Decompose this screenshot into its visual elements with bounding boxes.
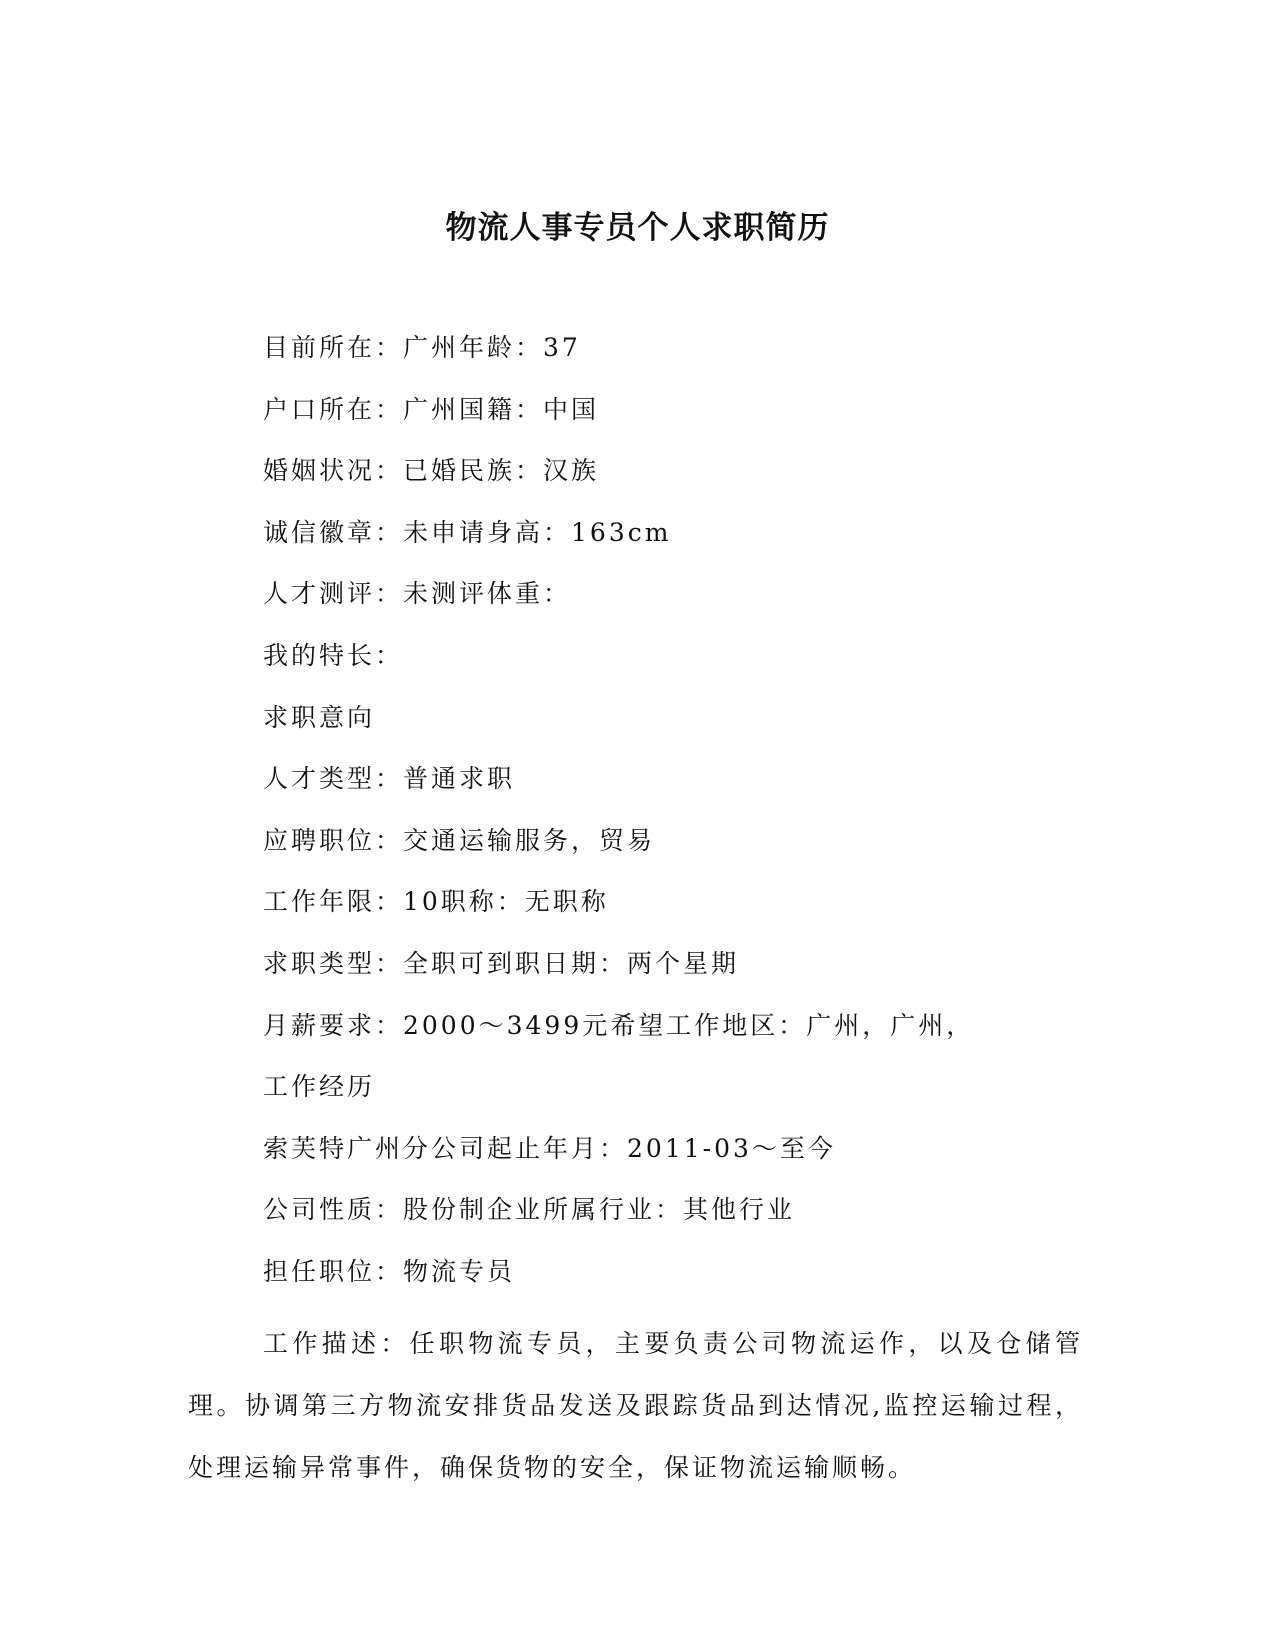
field-company-period: 索芙特广州分公司起止年月：2011-03～至今 (263, 1133, 836, 1163)
field-current-location-age: 目前所在：广州年龄：37 (263, 333, 581, 362)
field-marital-ethnicity: 婚姻状况：已婚民族：汉族 (263, 456, 600, 486)
section-heading-work-experience: 工作经历 (263, 1072, 376, 1102)
page-title: 物流人事专员个人求职简历 (445, 210, 830, 246)
field-specialty: 我的特长： (263, 640, 404, 670)
work-description: 工作描述：任职物流专员，主要负责公司物流运作，以及仓储管理。协调第三方物流安排货品发送及跟踪货品到达情况,监控运输过程，处理运输异常事件，确保货物的安全，保证物流运输顺畅。 (188, 1329, 1083, 1482)
field-position-applied: 应聘职位：交通运输服务，贸易 (263, 825, 656, 855)
field-talent-type: 人才类型：普通求职 (263, 764, 516, 794)
resume-fields (263, 328, 1083, 1314)
field-hukou-nationality: 户口所在：广州国籍：中国 (263, 394, 600, 424)
field-assessment-weight: 人才测评：未测评体重： (263, 579, 572, 609)
field-position-held: 担任职位：物流专员 (263, 1256, 516, 1286)
field-badge-height: 诚信徽章：未申请身高：163cm (263, 517, 672, 547)
field-salary-location: 月薪要求：2000～3499元希望工作地区：广州，广州， (263, 1010, 975, 1040)
section-heading-job-intention: 求职意向 (263, 702, 376, 732)
field-years-title: 工作年限：10职称：无职称 (263, 887, 609, 917)
field-job-type-start-date: 求职类型：全职可到职日期：两个星期 (263, 948, 740, 978)
field-company-nature-industry: 公司性质：股份制企业所属行业：其他行业 (263, 1195, 796, 1225)
